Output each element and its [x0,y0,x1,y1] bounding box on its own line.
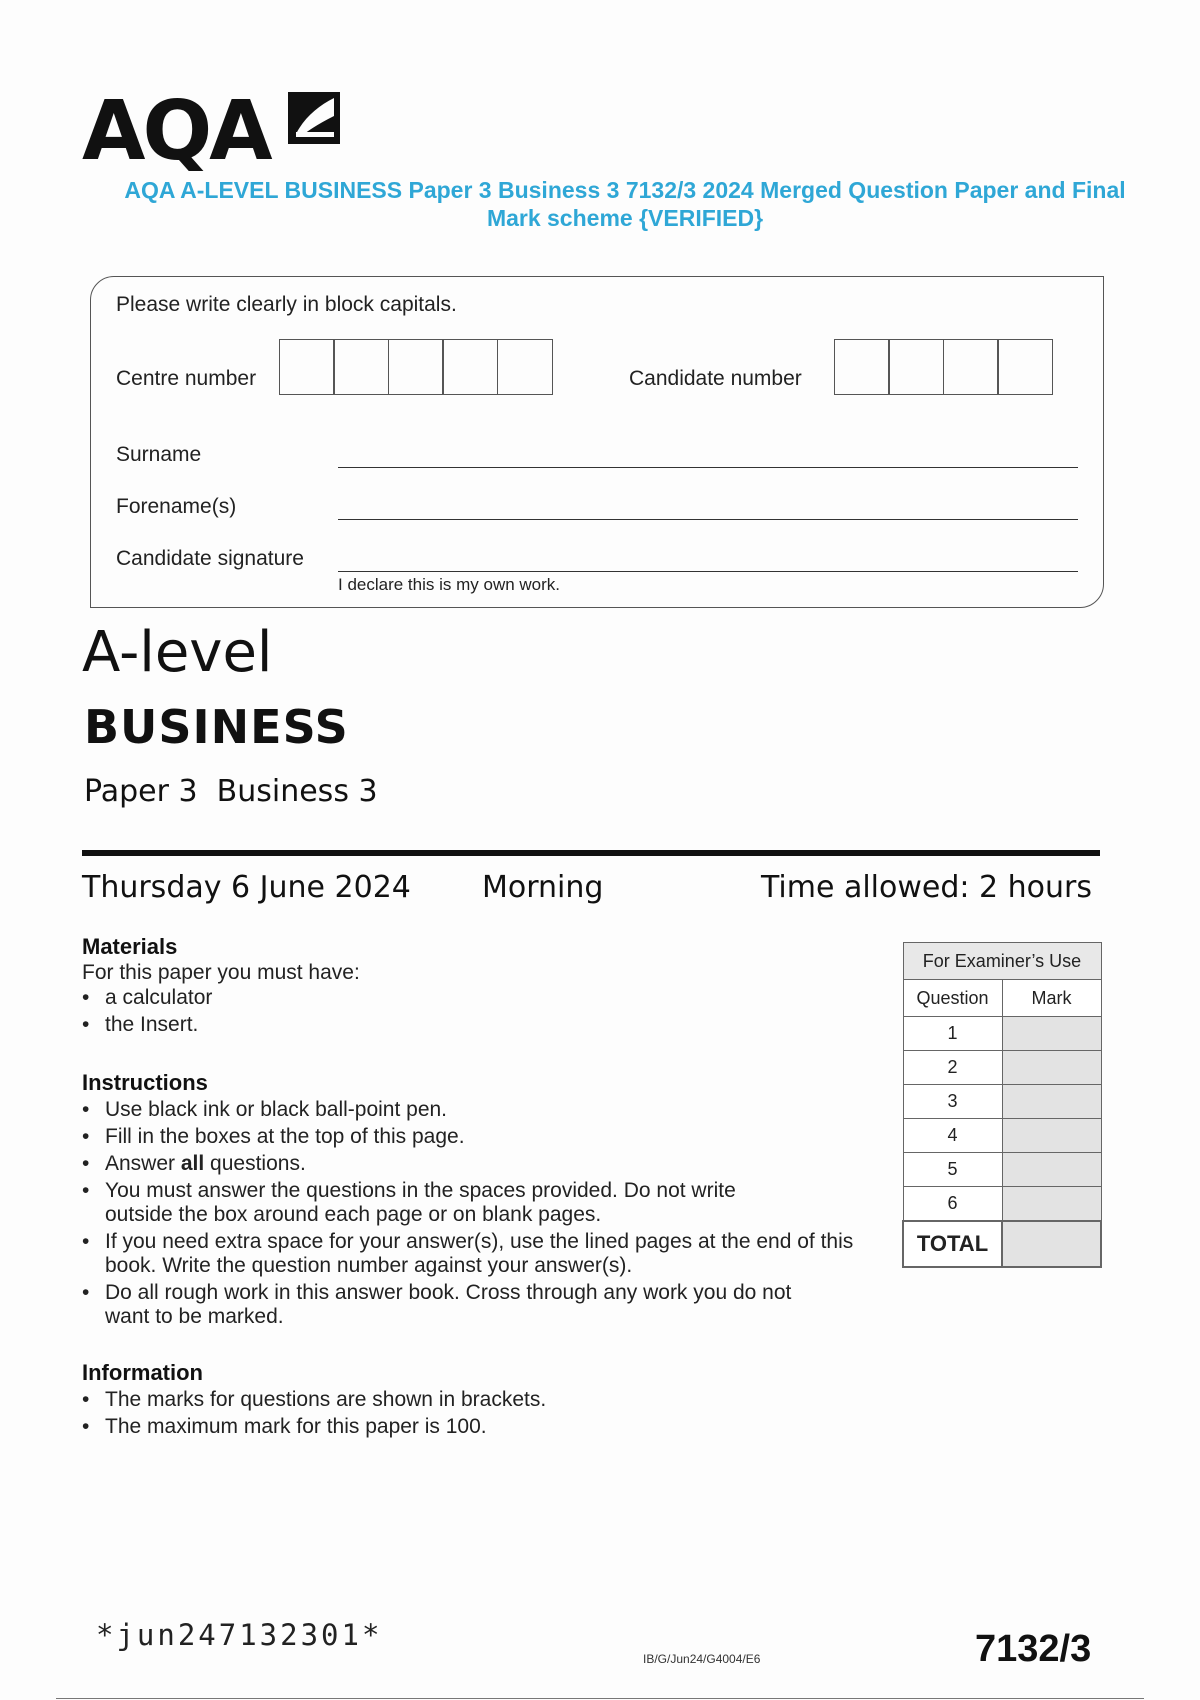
question-number: 5 [903,1153,1002,1187]
banner-line-2: Mark scheme {VERIFIED} [486,205,764,231]
subject-title: BUSINESS [84,700,349,754]
declaration-text: I declare this is my own work. [338,575,561,594]
total-mark-cell [1002,1221,1101,1267]
mark-column-header: Mark [1002,980,1101,1017]
centre-digit-box[interactable] [442,339,498,395]
list-item: • The maximum mark for this paper is 100. [82,1415,882,1439]
signature-label: Candidate signature [116,547,304,570]
logo-text: AQA [82,84,270,179]
instructions-section [82,1070,872,1332]
candidate-digit-box[interactable] [997,339,1053,395]
forename-field[interactable] [338,519,1078,520]
document-banner [80,176,1170,232]
total-label: TOTAL [903,1221,1002,1267]
examiner-use-table [902,942,1102,1268]
list-item: • Answer all questions. [82,1152,872,1176]
table-row [903,1187,1101,1222]
aqa-logo [82,86,352,178]
list-item: • If you need extra space for your answer(s), use the lined pages at the end of this book. Write the question number against your answer(s). [82,1230,875,1278]
mark-cell [1002,1153,1101,1187]
materials-heading: Materials [82,934,178,959]
table-row [903,1119,1101,1153]
mark-cell [1002,1017,1101,1051]
materials-section [82,934,882,1040]
centre-number-label: Centre number [116,367,257,390]
logo-mark-icon [282,88,344,150]
exam-date: Thursday 6 June 2024 [82,870,411,905]
paper-code: 7132/3 [975,1628,1092,1670]
table-row [903,1051,1101,1085]
signature-field[interactable] [338,571,1078,572]
centre-digit-box[interactable] [497,339,553,395]
centre-digit-box[interactable] [388,339,444,395]
candidate-digit-box[interactable] [888,339,944,395]
question-number: 1 [903,1017,1002,1051]
mark-cell [1002,1085,1101,1119]
mark-cell [1002,1051,1101,1085]
question-number: 2 [903,1051,1002,1085]
list-item: • a calculator [82,986,882,1010]
paper-reference: IB/G/Jun24/G4004/E6 [643,1652,761,1666]
block-capitals-instruction: Please write clearly in block capitals. [116,293,457,316]
list-item: • Use black ink or black ball-point pen. [82,1098,872,1122]
question-number: 4 [903,1119,1002,1153]
surname-label: Surname [116,443,202,466]
exam-session: Morning [482,870,604,905]
question-column-header: Question [903,980,1002,1017]
table-row [903,1085,1101,1119]
candidate-digit-box[interactable] [943,339,999,395]
question-number: 6 [903,1187,1002,1222]
mark-cell [1002,1119,1101,1153]
forename-label: Forename(s) [116,495,237,518]
paper-title: Paper 3 Business 3 [84,774,378,809]
question-number: 3 [903,1085,1002,1119]
information-list [82,1388,882,1439]
centre-digit-box[interactable] [279,339,335,395]
list-item: • The marks for questions are shown in brackets. [82,1388,882,1412]
list-item: • You must answer the questions in the spaces provided. Do not write outside the box around each page or on blank pages. [82,1179,795,1227]
title-divider [82,850,1100,856]
mark-cell [1002,1187,1101,1222]
list-item: • Fill in the boxes at the top of this page. [82,1125,872,1149]
materials-intro: For this paper you must have: [82,961,360,984]
list-item: • the Insert. [82,1013,882,1037]
list-item: • Do all rough work in this answer book. Cross through any work you do not want to be marked. [82,1281,795,1329]
instructions-heading: Instructions [82,1070,208,1095]
information-heading: Information [82,1360,203,1385]
table-row [903,1017,1101,1051]
information-section [82,1360,882,1442]
qualification-title: A-level [82,620,273,685]
candidate-digit-box[interactable] [834,339,890,395]
bottom-divider [56,1698,1144,1699]
centre-number-boxes[interactable] [280,339,553,395]
candidate-details-box [90,276,1104,608]
examiner-table-title: For Examiner’s Use [903,943,1101,980]
banner-line-1: AQA A-LEVEL BUSINESS Paper 3 Business 3 7132/3 2024 Merged Question Paper and Final [124,177,1126,203]
table-row [903,1153,1101,1187]
candidate-number-label: Candidate number [629,367,802,390]
centre-digit-box[interactable] [333,339,389,395]
candidate-number-boxes[interactable] [835,339,1053,395]
barcode-text: *jun247132301* [96,1618,383,1652]
surname-field[interactable] [338,467,1078,468]
materials-list [82,986,882,1037]
instructions-list [82,1098,872,1329]
total-row [903,1221,1101,1267]
time-allowed: Time allowed: 2 hours [760,870,1092,905]
